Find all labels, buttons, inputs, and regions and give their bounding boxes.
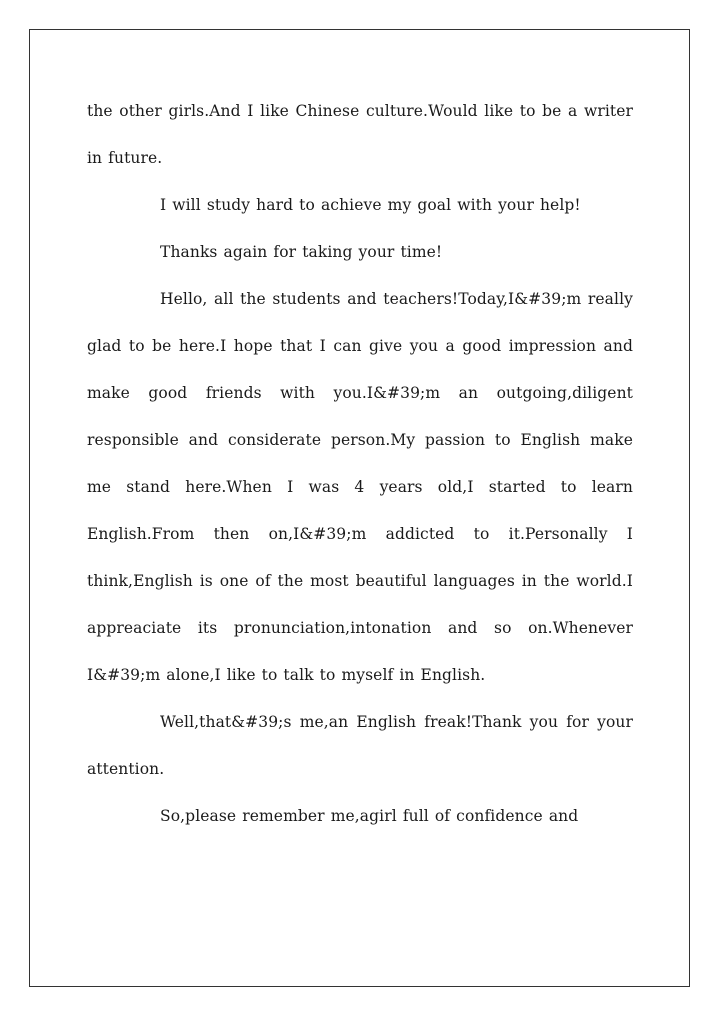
paragraph-study-hard: I will study hard to achieve my goal with your help! <box>160 196 581 214</box>
paragraph-thanks: Thanks again for taking your time! <box>160 243 443 261</box>
paragraph-remember-me: So,please remember me,agirl full of confidence and <box>160 807 579 825</box>
paragraph-culture: the other girls.And I like Chinese culture.Would like to be a writer in future. <box>87 102 633 167</box>
paragraph-introduction: Hello, all the students and teachers!Today,I&#39;m really glad to be here.I hope that I can give you a good impression and make good friends with you.I&#39;m an outgoing,diligent responsible and considerate person.My passion to English make me stand here.When I was 4 years old,I started to learn English.From then on,I&#39;m addicted to it.Personally I think,English is one of the most beautiful languages in the world.I appreaciate its pronunciation,intonation and so on.Whenever I&#39;m alone,I like to talk to myself in English. <box>87 290 633 684</box>
document-body <box>87 88 633 840</box>
paragraph-english-freak: Well,that&#39;s me,an English freak!Thank you for your attention. <box>87 713 633 778</box>
